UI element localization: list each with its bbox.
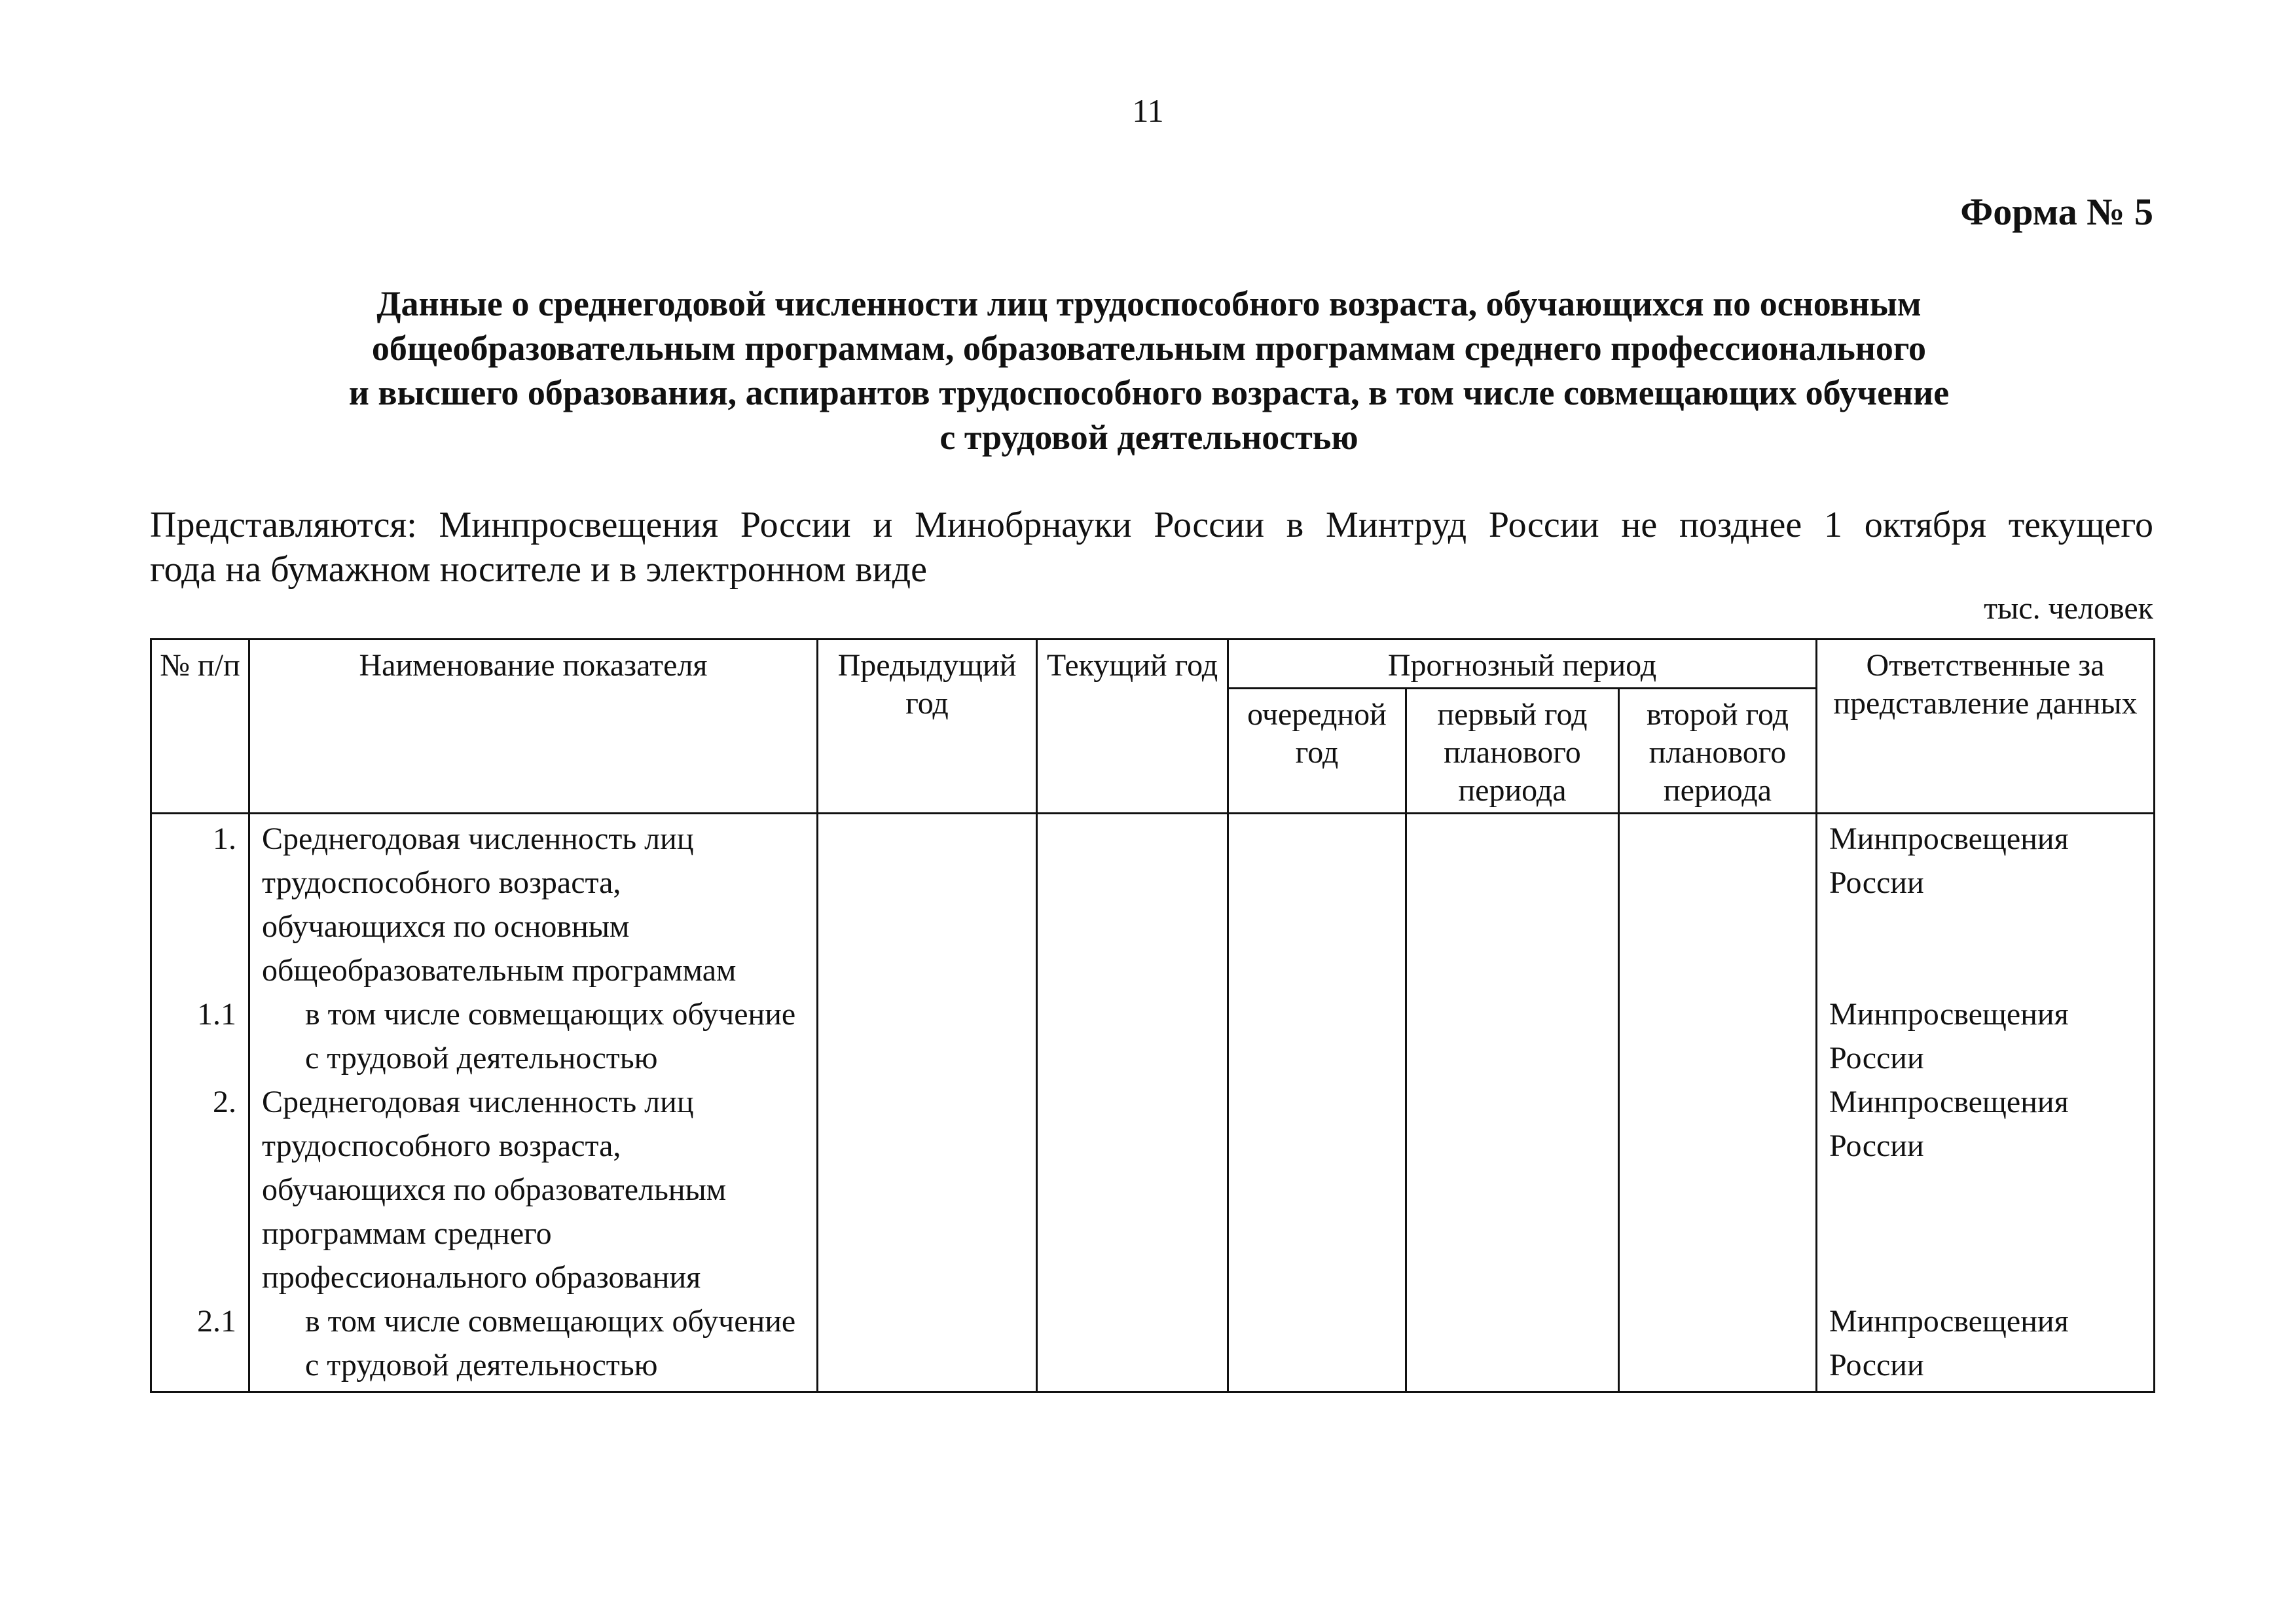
header-forecast-period: Прогнозный период <box>1228 640 1817 689</box>
cell-plan-year-2[interactable] <box>1619 1080 1817 1299</box>
cell-plan-year-2[interactable] <box>1619 814 1817 993</box>
title-line: и высшего образования, аспирантов трудоспособного возраста, в том числе совмещающих обучение <box>348 373 1950 412</box>
header-next-year: очередной год <box>1228 689 1406 814</box>
form-table <box>150 638 2155 1393</box>
document-title <box>196 281 2102 460</box>
indicator-name: Среднегодовая численность лиц трудоспособного возраста, обучающихся по образовательным программам среднего профессионального образования <box>249 1080 818 1299</box>
cell-plan-year-2[interactable] <box>1619 1299 1817 1392</box>
cell-current-year[interactable] <box>1037 1080 1228 1299</box>
cell-current-year[interactable] <box>1037 1299 1228 1392</box>
header-previous-year: Предыдущий год <box>818 640 1037 814</box>
responsible-party: Минпросвещения России <box>1817 1299 2155 1392</box>
table-row <box>151 992 2155 1080</box>
responsible-party: Минпросвещения России <box>1817 992 2155 1080</box>
title-line: с трудовой деятельностью <box>939 418 1358 457</box>
units-label: тыс. человек <box>1984 591 2153 626</box>
header-plan-year-1: первый год планового периода <box>1406 689 1619 814</box>
table-row <box>151 1080 2155 1299</box>
page-number: 11 <box>1132 92 1164 129</box>
header-responsible: Ответственные за представление данных <box>1817 640 2155 814</box>
title-line: Данные о среднегодовой численности лиц трудоспособного возраста, обучающихся по основным <box>376 284 1922 323</box>
cell-plan-year-1[interactable] <box>1406 814 1619 993</box>
cell-current-year[interactable] <box>1037 814 1228 993</box>
cell-previous-year[interactable] <box>818 1299 1037 1392</box>
cell-next-year[interactable] <box>1228 1299 1406 1392</box>
row-number: 1. <box>151 814 249 993</box>
title-line: общеобразовательным программам, образовательным программам среднего профессионального <box>371 329 1927 368</box>
cell-plan-year-1[interactable] <box>1406 1299 1619 1392</box>
indicator-name: в том числе совмещающих обучение с трудовой деятельностью <box>249 992 818 1080</box>
responsible-party: Минпросвещения России <box>1817 1080 2155 1299</box>
header-current-year: Текущий год <box>1037 640 1228 814</box>
header-indicator-name: Наименование показателя <box>249 640 818 814</box>
row-number: 2. <box>151 1080 249 1299</box>
header-num: № п/п <box>151 640 249 814</box>
header-plan-year-2: второй год планового периода <box>1619 689 1817 814</box>
submission-note <box>150 503 2153 592</box>
row-number: 1.1 <box>151 992 249 1080</box>
cell-plan-year-1[interactable] <box>1406 1080 1619 1299</box>
cell-next-year[interactable] <box>1228 814 1406 993</box>
submission-note-line: Представляются: Минпросвещения России и Минобрнауки России в Минтруд России не позднее 1 октября текущего <box>150 505 2153 545</box>
cell-next-year[interactable] <box>1228 1080 1406 1299</box>
indicator-name: в том числе совмещающих обучение с трудовой деятельностью <box>249 1299 818 1392</box>
table-row <box>151 814 2155 993</box>
cell-previous-year[interactable] <box>818 992 1037 1080</box>
table-row <box>151 1299 2155 1392</box>
cell-previous-year[interactable] <box>818 814 1037 993</box>
cell-plan-year-1[interactable] <box>1406 992 1619 1080</box>
cell-previous-year[interactable] <box>818 1080 1037 1299</box>
cell-plan-year-2[interactable] <box>1619 992 1817 1080</box>
indicator-name: Среднегодовая численность лиц трудоспособного возраста, обучающихся по основным общеобразовательным программам <box>249 814 818 993</box>
cell-next-year[interactable] <box>1228 992 1406 1080</box>
responsible-party: Минпросвещения России <box>1817 814 2155 993</box>
row-number: 2.1 <box>151 1299 249 1392</box>
submission-note-line: года на бумажном носителе и в электронном виде <box>150 549 927 590</box>
form-label: Форма № 5 <box>1960 190 2153 233</box>
cell-current-year[interactable] <box>1037 992 1228 1080</box>
